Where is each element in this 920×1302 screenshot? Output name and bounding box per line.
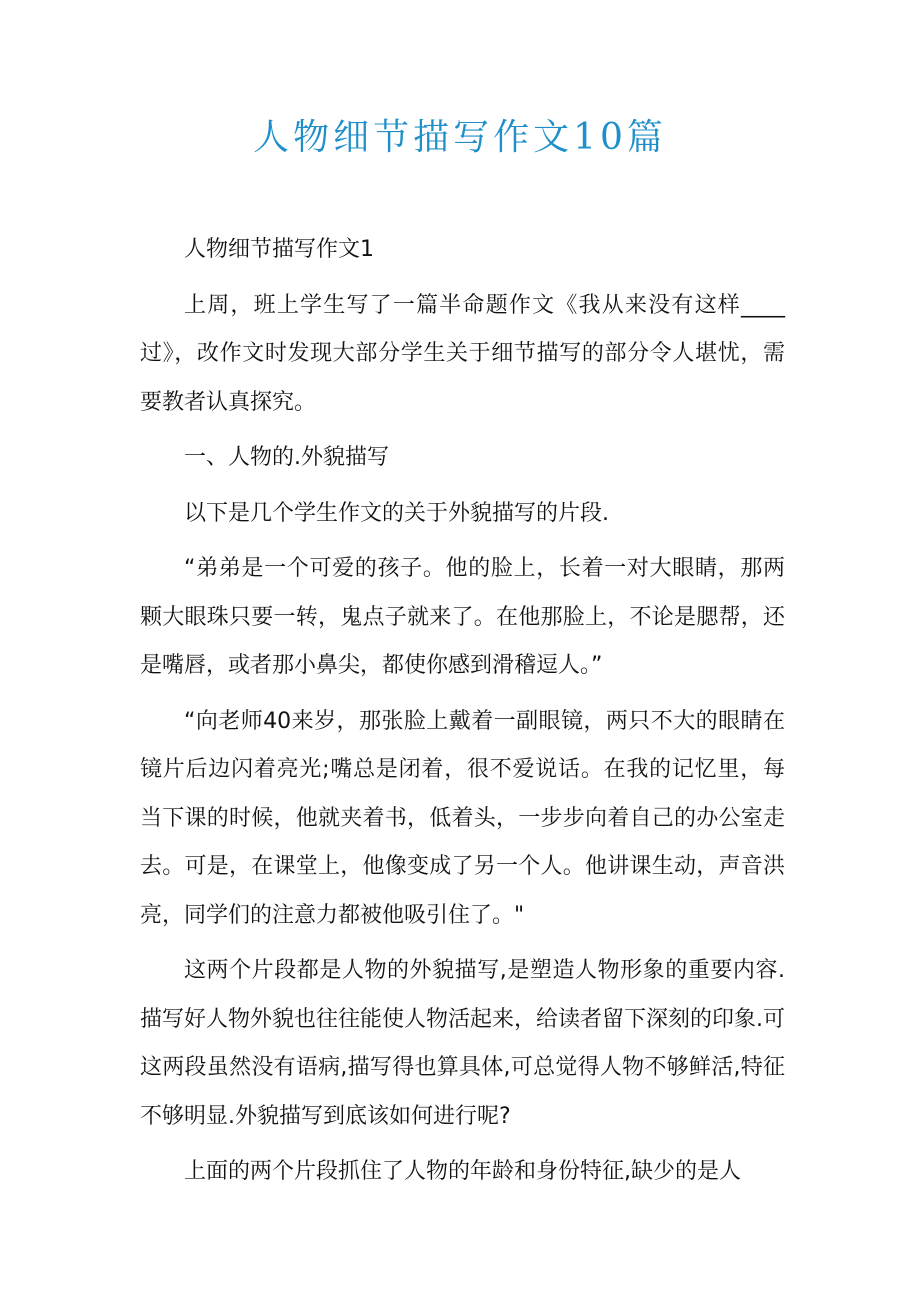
paragraph: 上周，班上学生写了一篇半命题作文《我从来没有这样____过》，改作文时发现大部分学生关于细节描写的部分令人堪忧，需要教者认真探究。 <box>140 292 785 415</box>
quote-paragraph: “弟弟是一个可爱的孩子。他的脸上，长着一对大眼睛，那两颗大眼珠只要一转，鬼点子就来了。在他那脸上，不论是腮帮，还是嘴唇，或者那小鼻尖，都使你感到滑稽逗人。” <box>140 556 785 678</box>
document-title: 人物细节描写作文10篇 <box>253 117 667 158</box>
quote-paragraph: “向老师40来岁，那张脸上戴着一副眼镜，两只不大的眼睛在镜片后边闪着亮光;嘴总是闭着，很不爱说话。在我的记忆里，每当下课的时候，他就夹着书，低着头，一步步向着自己的办公室走去。可是，在课堂上，他像变成了另一个人。他讲课生动，声音洪亮，同学们的注意力都被他吸引住了。" <box>140 708 785 928</box>
paragraph: 以下是几个学生作文的关于外貌描写的片段. <box>184 500 609 526</box>
subsection-heading: 一、人物的.外貌描写 <box>184 445 389 470</box>
paragraph: 这两个片段都是人物的外貌描写,是塑造人物形象的重要内容.描写好人物外貌也往往能使人物活起来，给读者留下深刻的印象.可这两段虽然没有语病,描写得也算具体,可总觉得人物不够鲜活,特征不够明显.外貌描写到底该如何进行呢? <box>140 958 785 1129</box>
section-heading: 人物细节描写作文1 <box>184 237 374 262</box>
paragraph: 上面的两个片段抓住了人物的年龄和身份特征,缺少的是人 <box>184 1159 741 1184</box>
document-body <box>140 226 785 1204</box>
